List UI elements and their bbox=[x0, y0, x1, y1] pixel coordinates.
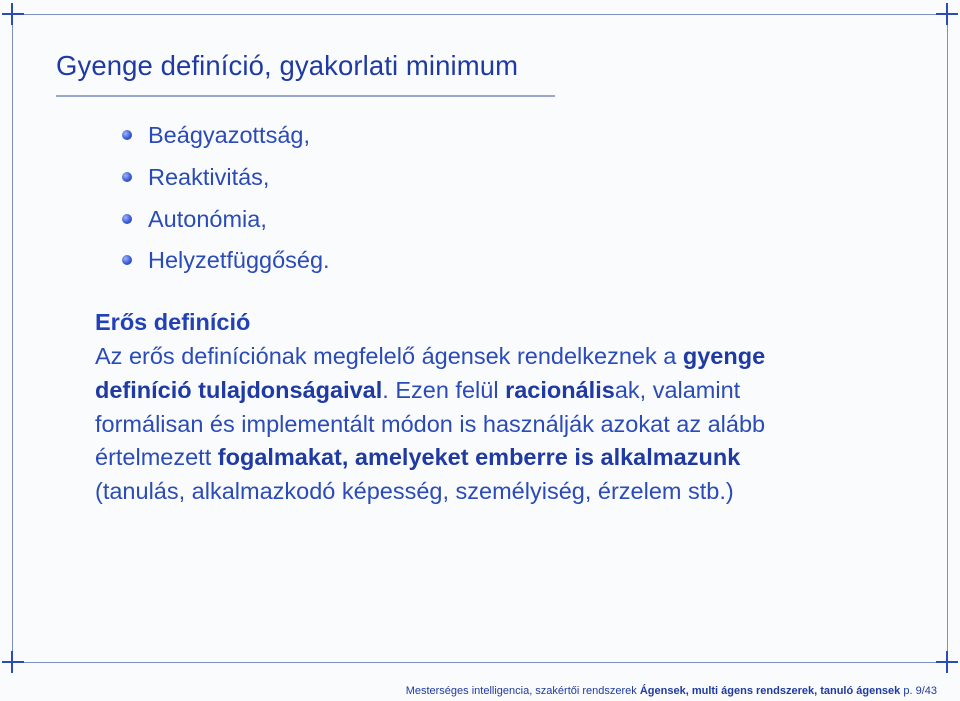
list-item bbox=[110, 115, 330, 157]
bullet-text: Reaktivitás, bbox=[148, 163, 270, 190]
bold-text-run: fogalmakat, amelyeket emberre is alkalmazunk bbox=[217, 444, 741, 471]
footer-section: Ágensek, multi ágens rendszerek, tanuló ágensek bbox=[639, 685, 901, 697]
title-underline bbox=[56, 95, 555, 97]
text-run: ak, valamint bbox=[614, 376, 741, 403]
definition-line-3 bbox=[95, 408, 895, 442]
definition-line-2 bbox=[95, 374, 895, 408]
bold-text-run: racionális bbox=[505, 376, 615, 403]
footer-course: Mesterséges intelligencia, szakértői rendszerek bbox=[405, 685, 637, 697]
text-run: formálisan és implementált módon is használják azokat az alább bbox=[95, 410, 766, 437]
footer-page-number: p. 9/43 bbox=[903, 685, 937, 697]
text-run: . Ezen felül bbox=[382, 376, 506, 403]
frame-left-line bbox=[12, 6, 13, 670]
strong-definition-block bbox=[95, 305, 895, 509]
bold-text-run: definíció tulajdonságaival bbox=[95, 376, 383, 403]
frame-right-line bbox=[947, 6, 948, 670]
bullet-text: Helyzetfüggőség. bbox=[148, 247, 330, 274]
text-run: értelmezett bbox=[95, 444, 218, 471]
slide-title: Gyenge definíció, gyakorlati minimum bbox=[56, 50, 519, 81]
bullet-list bbox=[110, 115, 330, 282]
definition-line-1 bbox=[95, 340, 895, 374]
list-item bbox=[110, 240, 330, 282]
bullet-icon bbox=[122, 214, 132, 224]
list-item bbox=[110, 157, 330, 199]
definition-line-4 bbox=[95, 441, 895, 475]
bullet-icon bbox=[122, 255, 132, 265]
list-item bbox=[110, 199, 330, 241]
text-run: Az erős definíciónak megfelelő ágensek rendelkeznek a bbox=[95, 343, 683, 369]
slide-footer bbox=[406, 685, 937, 697]
bold-text-run: gyenge bbox=[682, 343, 766, 369]
frame-bottom-line bbox=[8, 662, 952, 663]
bullet-text: Autonómia, bbox=[148, 205, 267, 232]
text-run: (tanulás, alkalmazkodó képesség, személyiség, érzelem stb.) bbox=[95, 478, 734, 505]
bullet-icon bbox=[122, 130, 132, 140]
bullet-icon bbox=[122, 172, 132, 182]
definition-heading: Erős definíció bbox=[95, 309, 251, 335]
definition-line-5 bbox=[95, 475, 895, 509]
bullet-text: Beágyazottság, bbox=[148, 122, 310, 148]
frame-top-line bbox=[8, 14, 952, 15]
